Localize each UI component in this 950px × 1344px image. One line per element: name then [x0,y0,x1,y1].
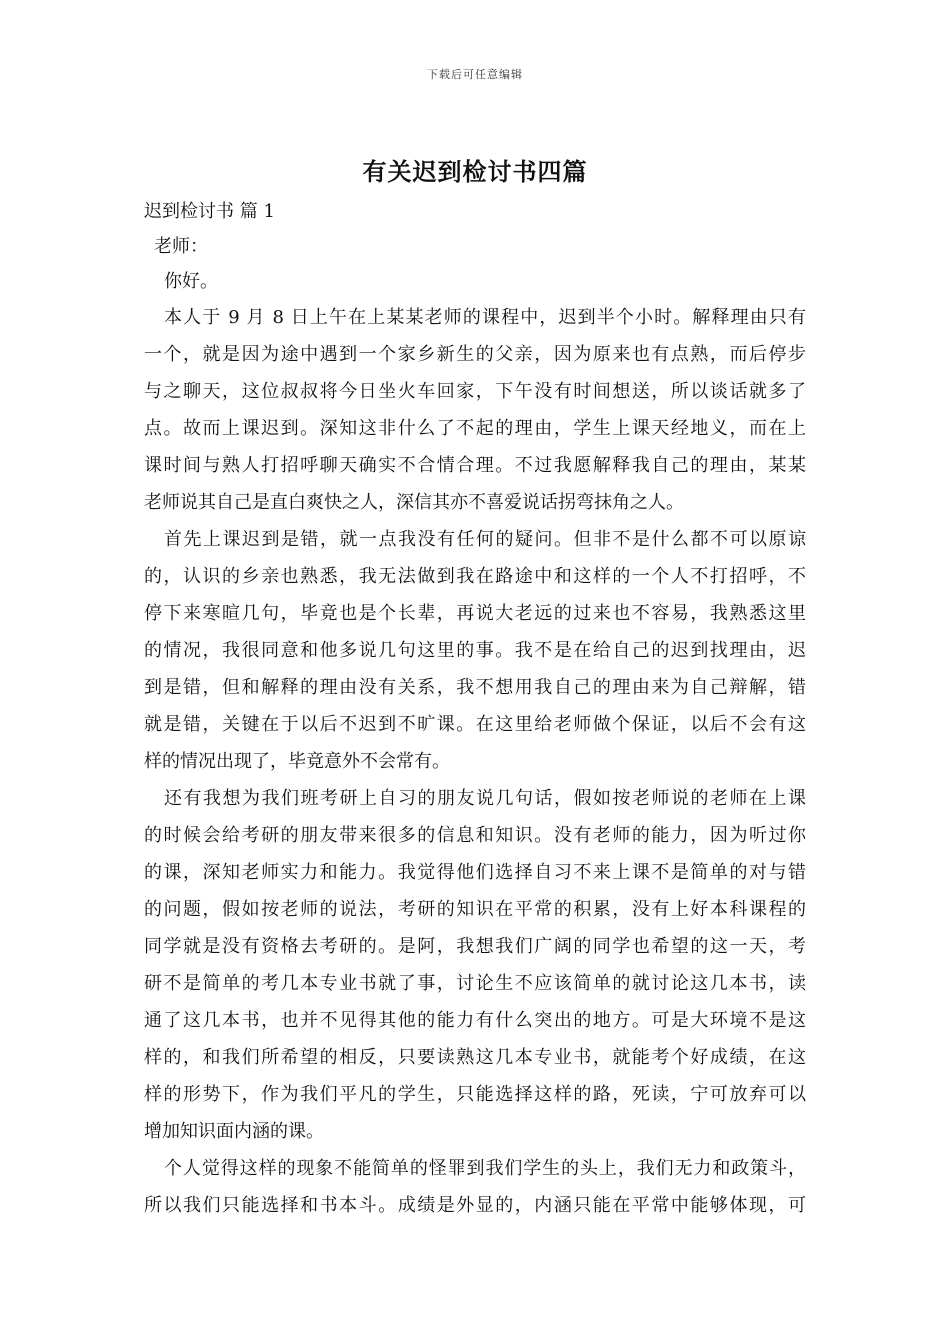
text-line: 研不是简单的考几本专业书就了事，讨论生不应该简单的就讨论这几本书，读 [144,973,806,994]
text-line: 的时候会给考研的朋友带来很多的信息和知识。没有老师的能力，因为听过你 [144,825,806,846]
text-line: 到是错，但和解释的理由没有关系，我不想用我自己的理由来为自己辩解，错 [144,677,806,698]
text-line: 所以我们只能选择和书本斗。成绩是外显的，内涵只能在平常中能够体现，可 [144,1195,806,1216]
salutation: 老师： [154,236,208,257]
greeting: 你好。 [164,271,218,292]
text-line: 样的，和我们所希望的相反，只要读熟这几本专业书，就能考个好成绩，在这 [144,1047,806,1068]
section-heading: 迟到检讨书 篇 1 [144,201,275,222]
text-line: 同学就是没有资格去考研的。是阿，我想我们广阔的同学也希望的这一天，考 [144,936,806,957]
text-line: 的，认识的乡亲也熟悉，我无法做到我在路途中和这样的一个人不打招呼，不 [144,566,806,587]
text-line: 的情况，我很同意和他多说几句这里的事。我不是在给自己的迟到找理由，迟 [144,640,806,661]
text-line: 增加知识面内涵的课。 [144,1121,324,1142]
text-line: 本人于 9 月 8 日上午在上某某老师的课程中，迟到半个小时。解释理由只有 [164,307,806,328]
text-line: 样的形势下，作为我们平凡的学生，只能选择这样的路，死读，宁可放弃可以 [144,1084,806,1105]
text-line: 样的情况出现了，毕竟意外不会常有。 [144,751,450,772]
text-line: 的问题，假如按老师的说法，考研的知识在平常的积累，没有上好本科课程的 [144,899,806,920]
text-line: 一个，就是因为途中遇到一个家乡新生的父亲，因为原来也有点熟，而后停步 [144,344,806,365]
text-line: 老师说其自己是直白爽快之人，深信其亦不喜爱说话拐弯抹角之人。 [144,492,684,513]
header-note: 下载后可任意编辑 [427,68,523,81]
paragraph-2 [144,521,806,780]
document-body [144,194,806,1224]
paragraph-3 [144,780,806,1150]
text-line: 个人觉得这样的现象不能简单的怪罪到我们学生的头上，我们无力和政策斗， [164,1158,806,1179]
text-line: 的课，深知老师实力和能力。我觉得他们选择自习不来上课不是简单的对与错 [144,862,806,883]
paragraph-4 [144,1150,806,1224]
text-line: 与之聊天，这位叔叔将今日坐火车回家，下午没有时间想送，所以谈话就多了 [144,381,806,402]
text-line: 首先上课迟到是错，就一点我没有任何的疑问。但非不是什么都不可以原谅 [164,529,806,550]
text-line: 停下来寒暄几句，毕竟也是个长辈，再说大老远的过来也不容易，我熟悉这里 [144,603,806,624]
text-line: 通了这几本书，也并不见得其他的能力有什么突出的地方。可是大环境不是这 [144,1010,806,1031]
text-line: 点。故而上课迟到。深知这非什么了不起的理由，学生上课天经地义，而在上 [144,418,806,439]
paragraph-1 [144,299,806,521]
document-title: 有关迟到检讨书四篇 [362,157,588,186]
text-line: 课时间与熟人打招呼聊天确实不合情合理。不过我愿解释我自己的理由，某某 [144,455,806,476]
text-line: 就是错，关键在于以后不迟到不旷课。在这里给老师做个保证，以后不会有这 [144,714,806,735]
text-line: 还有我想为我们班考研上自习的朋友说几句话，假如按老师说的老师在上课 [164,788,806,809]
